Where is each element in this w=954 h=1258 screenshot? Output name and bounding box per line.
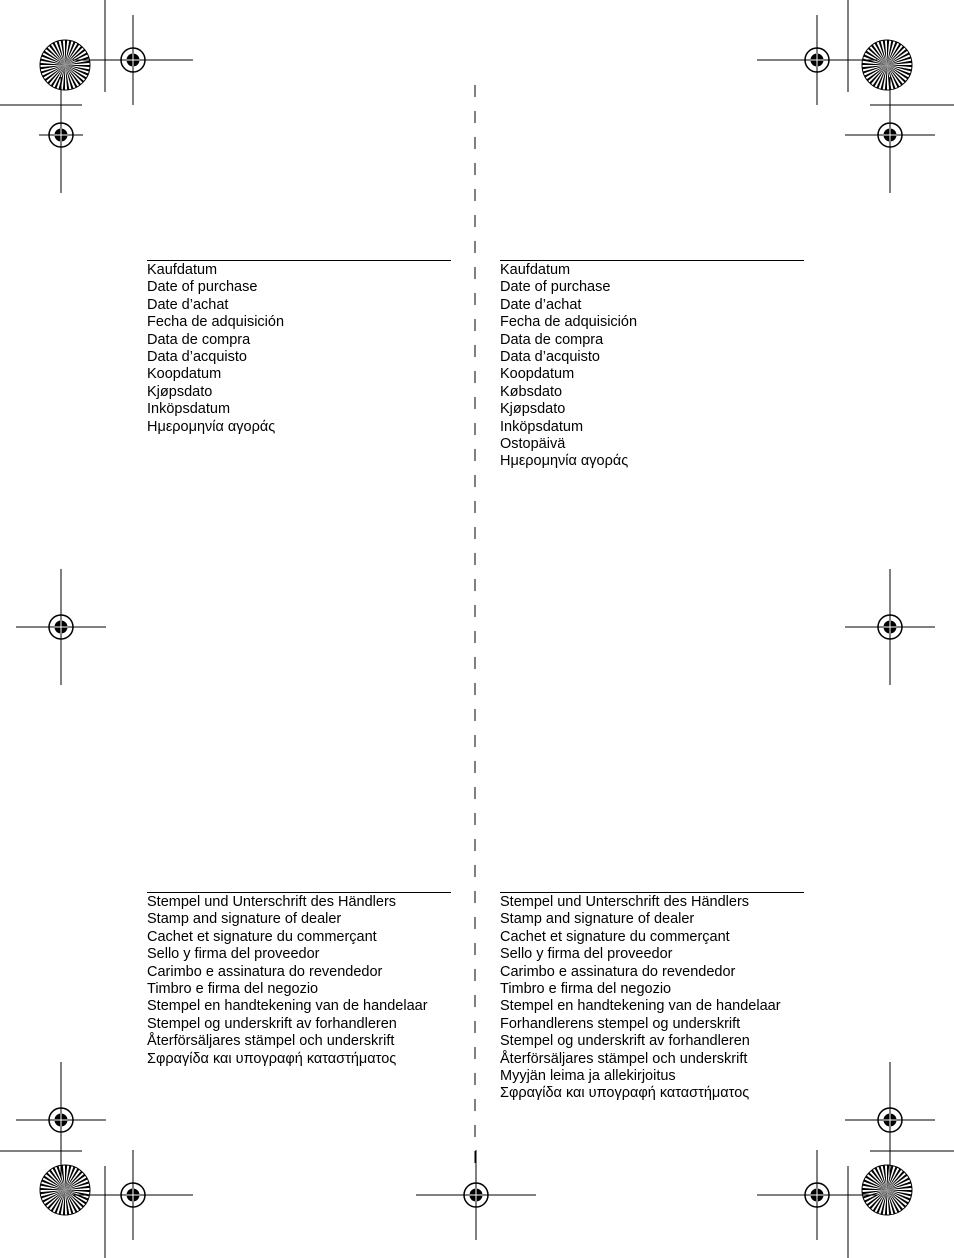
dealer-stamp-label: Sello y firma del proveedor	[147, 946, 320, 963]
dealer-stamp-label: Stamp and signature of dealer	[147, 911, 342, 928]
dealer-stamp-label: Stempel und Unterschrift des Händlers	[147, 894, 397, 910]
dealer-stamp-label: Cachet et signature du commerçant	[500, 928, 730, 945]
purchase-date-label: Kjøpsdato	[147, 383, 213, 400]
left-dealer-stamp-block	[147, 894, 451, 1068]
purchase-date-label: Data de compra	[147, 331, 251, 348]
dealer-stamp-label: Stempel og underskrift av forhandleren	[147, 1015, 397, 1032]
purchase-date-label: Koopdatum	[147, 366, 222, 383]
dealer-stamp-label: Stamp and signature of dealer	[500, 911, 695, 928]
registration-target-icon	[16, 1062, 106, 1178]
dealer-stamp-label: Σφραγίδα και υπογραφή καταστήματος	[500, 1085, 750, 1102]
right-dealer-stamp-block	[500, 894, 804, 1103]
registration-target-icon	[73, 1150, 193, 1240]
purchase-date-label: Inköpsdatum	[147, 401, 231, 418]
dealer-stamp-label: Myyjän leima ja allekirjoitus	[500, 1068, 676, 1085]
purchase-date-label: Data d’acquisto	[500, 349, 600, 366]
purchase-date-label: Kaufdatum	[500, 262, 571, 278]
purchase-date-label: Ημερομηνία αγοράς	[500, 453, 629, 470]
registration-target-icon	[73, 15, 193, 105]
starburst-target-icon	[862, 1165, 912, 1215]
purchase-date-label: Date d’achat	[147, 296, 229, 313]
dealer-stamp-label: Carimbo e assinatura do revendedor	[147, 963, 383, 980]
purchase-date-label: Fecha de adquisición	[500, 314, 638, 331]
purchase-date-label: Kaufdatum	[147, 262, 218, 278]
registration-target-icon	[757, 1150, 877, 1240]
registration-target-icon	[845, 77, 935, 193]
purchase-date-label: Købsdato	[500, 383, 563, 400]
dealer-stamp-label: Stempel en handtekening van de handelaar	[147, 998, 428, 1015]
left-purchase-date-block	[147, 262, 451, 436]
starburst-target-icon	[40, 40, 90, 90]
registration-target-icon	[416, 1150, 536, 1240]
dealer-stamp-label: Σφραγίδα και υπογραφή καταστήματος	[147, 1050, 397, 1067]
right-purchase-date-block	[500, 262, 804, 471]
purchase-date-label: Date of purchase	[147, 279, 258, 296]
dealer-stamp-label: Stempel und Unterschrift des Händlers	[500, 894, 750, 910]
purchase-date-label: Ostopäivä	[500, 436, 566, 453]
dealer-stamp-label: Timbro e firma del negozio	[147, 981, 319, 998]
dealer-stamp-label: Stempel og underskrift av forhandleren	[500, 1033, 750, 1050]
registration-target-icon	[845, 1062, 935, 1178]
registration-target-icon	[16, 569, 106, 685]
dealer-stamp-label: Timbro e firma del negozio	[500, 981, 672, 998]
dealer-stamp-label: Forhandlerens stempel og underskrift	[500, 1015, 741, 1032]
purchase-date-label: Date of purchase	[500, 279, 611, 296]
registration-target-icon	[757, 15, 877, 105]
purchase-date-label: Data d’acquisto	[147, 349, 247, 366]
purchase-date-label: Kjøpsdato	[500, 401, 566, 418]
purchase-date-label: Inköpsdatum	[500, 418, 584, 435]
registration-target-icon	[39, 77, 83, 193]
registration-target-icon	[845, 569, 935, 685]
dealer-stamp-label: Återförsäljares stämpel och underskrift	[147, 1033, 395, 1050]
dealer-stamp-label: Sello y firma del proveedor	[500, 946, 673, 963]
dealer-stamp-label: Cachet et signature du commerçant	[147, 928, 377, 945]
dealer-stamp-label: Stempel en handtekening van de handelaar	[500, 998, 781, 1015]
starburst-target-icon	[40, 1165, 90, 1215]
purchase-date-label: Date d’achat	[500, 296, 582, 313]
purchase-date-label: Fecha de adquisición	[147, 314, 285, 331]
purchase-date-label: Data de compra	[500, 331, 604, 348]
starburst-target-icon	[862, 40, 912, 90]
dealer-stamp-label: Carimbo e assinatura do revendedor	[500, 963, 736, 980]
purchase-date-label: Koopdatum	[500, 366, 575, 383]
dealer-stamp-label: Återförsäljares stämpel och underskrift	[500, 1050, 748, 1067]
purchase-date-label: Ημερομηνία αγοράς	[147, 418, 276, 435]
